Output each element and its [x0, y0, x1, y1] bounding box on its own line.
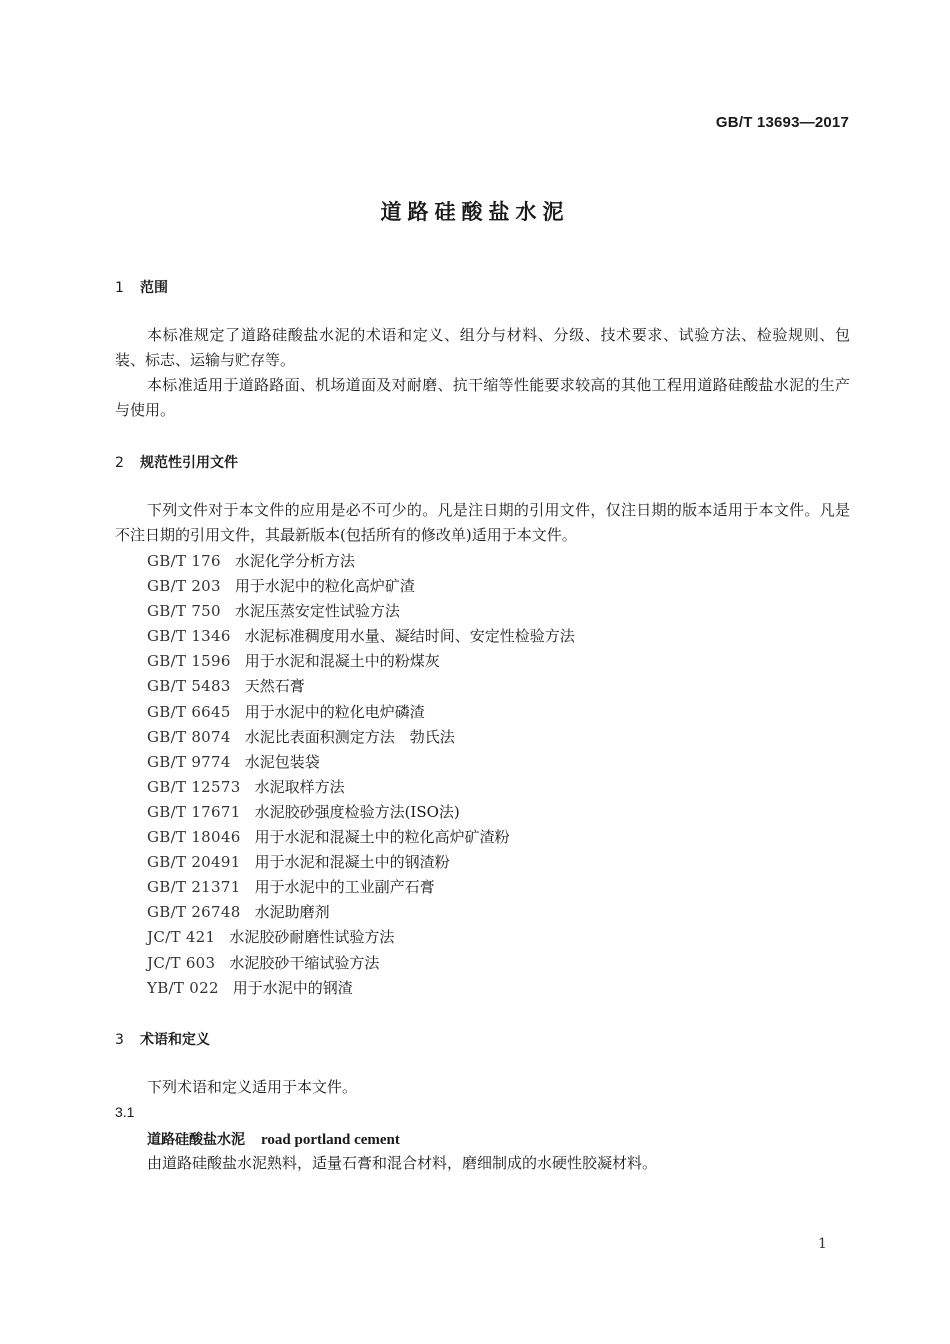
reference-title: 用于水泥中的工业副产石膏: [254, 878, 435, 897]
reference-code: GB/T 6645: [147, 702, 231, 721]
section-title: 范围: [140, 280, 168, 296]
reference-title: 水泥胶砂强度检验方法(ISO法): [254, 802, 460, 821]
reference-code: GB/T 203: [147, 577, 221, 596]
section-heading-terms-definitions: [115, 1029, 210, 1049]
reference-title: 水泥标准稠度用水量、凝结时间、安定性检验方法: [244, 627, 575, 646]
reference-title: 水泥化学分析方法: [234, 552, 355, 570]
terms-intro: 下列术语和定义适用于本文件。: [147, 1078, 358, 1096]
normative-intro: 下列文件对于本文件的应用是必不可少的。凡是注日期的引用文件，仅注日期的版本适用于本文件。凡是不注日期的引用文件，其最新版本(包括所有的修改单)适用于本文件。: [115, 501, 850, 544]
reference-code: GB/T 5483: [147, 677, 231, 696]
reference-title: 用于水泥和混凝土中的粒化高炉矿渣粉: [254, 828, 510, 847]
standard-code: GB/T 13693—2017: [715, 114, 849, 131]
section-number: 1: [115, 280, 124, 296]
reference-code: GB/T 176: [147, 552, 221, 570]
reference-code: GB/T 21371: [147, 878, 241, 897]
reference-item: [147, 951, 575, 976]
reference-item: [147, 574, 575, 599]
reference-item: [147, 875, 575, 900]
reference-item: [147, 925, 575, 950]
reference-title: 用于水泥和混凝土中的粉煤灰: [244, 652, 440, 671]
reference-title: 水泥胶砂干缩试验方法: [229, 953, 380, 972]
section-heading-normative-references: [115, 452, 238, 472]
section-title: 术语和定义: [140, 1032, 210, 1048]
reference-code: GB/T 18046: [147, 828, 241, 847]
reference-item: [147, 624, 575, 649]
section-heading-scope: [115, 277, 168, 297]
term-definition: 由道路硅酸盐水泥熟料，适量石膏和混合材料，磨细制成的水硬性胶凝材料。: [147, 1154, 658, 1172]
scope-paragraph-1: 本标准规定了道路硅酸盐水泥的术语和定义、组分与材料、分级、技术要求、试验方法、检验规则、包装、标志、运输与贮存等。: [115, 326, 850, 369]
reference-code: JC/T 421: [147, 928, 216, 947]
reference-item: [147, 725, 575, 750]
reference-item: [147, 649, 575, 674]
section-title: 规范性引用文件: [140, 455, 238, 471]
reference-list: [147, 549, 575, 1001]
reference-item: [147, 825, 575, 850]
reference-code: GB/T 17671: [147, 802, 241, 821]
reference-title: 水泥包装袋: [244, 752, 320, 771]
reference-code: GB/T 12573: [147, 777, 241, 796]
reference-item: [147, 900, 575, 925]
term-heading: [147, 1129, 400, 1149]
reference-title: 水泥压蒸安定性试验方法: [234, 602, 400, 621]
term-chinese: 道路硅酸盐水泥: [147, 1132, 245, 1148]
scope-paragraph-2: 本标准适用于道路路面、机场道面及对耐磨、抗干缩等性能要求较高的其他工程用道路硅酸盐水泥的生产与使用。: [115, 376, 850, 419]
reference-item: [147, 750, 575, 775]
reference-code: GB/T 1346: [147, 627, 231, 646]
reference-code: GB/T 9774: [147, 752, 231, 771]
reference-title: 水泥比表面积测定方法 勃氏法: [244, 727, 455, 746]
reference-item: [147, 775, 575, 800]
reference-title: 用于水泥和混凝土中的钢渣粉: [254, 853, 450, 872]
reference-item: [147, 976, 575, 1001]
reference-item: [147, 549, 575, 574]
reference-title: 用于水泥中的粒化高炉矿渣: [234, 577, 415, 596]
reference-item: [147, 850, 575, 875]
reference-item: [147, 800, 575, 825]
reference-title: 天然石膏: [244, 677, 305, 696]
reference-code: GB/T 26748: [147, 903, 241, 922]
reference-title: 用于水泥中的钢渣: [232, 978, 353, 997]
section-number: 2: [115, 455, 124, 471]
reference-code: GB/T 750: [147, 602, 221, 621]
term-english: road portland cement: [261, 1132, 400, 1148]
document-title: 道路硅酸盐水泥: [380, 200, 570, 224]
section-number: 3: [115, 1032, 124, 1048]
reference-item: [147, 700, 575, 725]
reference-item: [147, 674, 575, 699]
reference-code: JC/T 603: [147, 953, 216, 972]
reference-title: 水泥助磨剂: [254, 903, 330, 922]
term-number: 3.1: [115, 1104, 135, 1120]
reference-code: GB/T 20491: [147, 853, 241, 872]
reference-title: 水泥胶砂耐磨性试验方法: [229, 928, 395, 947]
reference-title: 用于水泥中的粒化电炉磷渣: [244, 702, 425, 721]
reference-title: 水泥取样方法: [254, 777, 345, 796]
reference-item: [147, 599, 575, 624]
reference-code: GB/T 1596: [147, 652, 231, 671]
reference-code: GB/T 8074: [147, 727, 231, 746]
page-number: 1: [818, 1236, 827, 1252]
reference-code: YB/T 022: [147, 978, 219, 997]
